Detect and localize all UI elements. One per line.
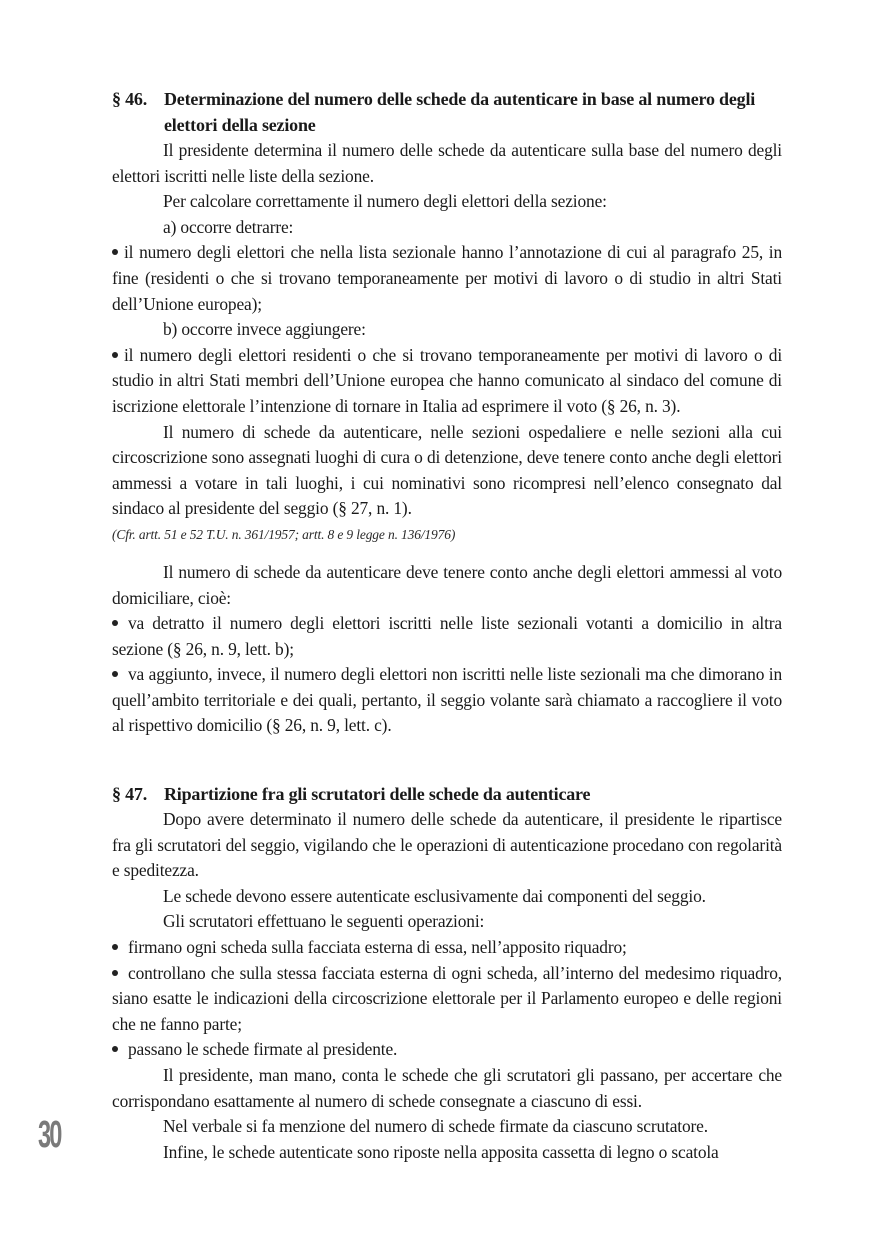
list-item-text: il numero degli elettori residenti o che si trovano temporaneamente per motivi di lavoro o di studio in altri Stati membri dell’Unione europea che hanno comunicato al sindaco del comune di iscrizione elettorale l’intenzione di tornare in Italia ad esprimere il voto (§ 26, n. 3). bbox=[112, 344, 782, 416]
list-item-text: firmano ogni scheda sulla facciata esterna di essa, nell’apposito riquadro; bbox=[128, 937, 627, 958]
list-label: b) occorre invece aggiungere: bbox=[163, 319, 366, 340]
paragraph: Le schede devono essere autenticate esclusivamente dai componenti del seggio. bbox=[163, 885, 706, 906]
paragraph: Dopo avere determinato il numero delle schede da autenticare, il presidente le ripartisce fra gli scrutatori del seggio, vigilando che le operazioni di autenticazione procedano con regolarità e speditezza. bbox=[112, 809, 782, 881]
paragraph: Infine, le schede autenticate sono riposte nella apposita cassetta di legno o scatola bbox=[163, 1141, 719, 1162]
section-title: Ripartizione fra gli scrutatori delle schede da autenticare bbox=[164, 784, 591, 805]
paragraph: Il presidente determina il numero delle schede da autenticare sulla base del numero degli elettori iscritti nelle liste della sezione. bbox=[112, 140, 782, 186]
section-46 bbox=[112, 86, 782, 739]
paragraph: Gli scrutatori effettuano le seguenti operazioni: bbox=[163, 911, 485, 932]
list-item bbox=[112, 935, 782, 961]
list-item bbox=[112, 662, 782, 739]
section-heading bbox=[112, 781, 782, 807]
section-heading bbox=[112, 86, 782, 138]
section-title: Determinazione del numero delle schede da autenticare in base al numero degli elettori della sezione bbox=[164, 89, 756, 135]
paragraph: Il numero di schede da autenticare deve tenere conto anche degli elettori ammessi al voto domiciliare, cioè: bbox=[112, 561, 782, 608]
list-item bbox=[112, 611, 782, 662]
list-item bbox=[112, 240, 782, 317]
list-item-text: va detratto il numero degli elettori iscritti nelle liste sezionali votanti a domicilio in altra sezione (§ 26, n. 9, lett. b); bbox=[112, 613, 782, 659]
bullet-icon bbox=[112, 944, 118, 950]
page-number: 30 bbox=[38, 1114, 61, 1156]
section-47 bbox=[112, 781, 782, 1165]
bullet-icon bbox=[112, 970, 118, 976]
list-item-text: controllano che sulla stessa facciata esterna di ogni scheda, all’interno del medesimo riquadro, siano esatte le indicazioni della circoscrizione elettorale per il Parlamento europeo e delle regioni che ne fanno parte; bbox=[112, 962, 782, 1034]
paragraph: Nel verbale si fa menzione del numero di schede firmate da ciascuno scrutatore. bbox=[163, 1116, 708, 1137]
list-item-text: va aggiunto, invece, il numero degli elettori non iscritti nelle liste sezionali ma che dimorano in quell’ambito territoriale e dei quali, pertanto, il seggio volante sarà chiamato a raccogliere il voto al rispettivo domicilio (§ 26, n. 9, lett. c). bbox=[112, 664, 782, 736]
bullet-icon bbox=[112, 249, 118, 255]
list-item bbox=[112, 343, 782, 420]
list-item bbox=[112, 1037, 782, 1063]
section-number: § 47. bbox=[112, 784, 148, 805]
list-item-text: passano le schede firmate al presidente. bbox=[128, 1039, 398, 1060]
paragraph: Per calcolare correttamente il numero degli elettori della sezione: bbox=[163, 191, 607, 212]
document-page bbox=[112, 86, 782, 1165]
legal-citation: (Cfr. artt. 51 e 52 T.U. n. 361/1957; artt. 8 e 9 legge n. 136/1976) bbox=[112, 526, 456, 542]
bullet-icon bbox=[112, 352, 118, 358]
bullet-icon bbox=[112, 620, 118, 626]
list-item-text: il numero degli elettori che nella lista sezionale hanno l’annotazione di cui al paragrafo 25, in fine (residenti o che si trovano temporaneamente per motivi di lavoro o di studio in altri Stati dell’Unione europea); bbox=[112, 242, 782, 314]
bullet-icon bbox=[112, 1046, 118, 1052]
paragraph: Il numero di schede da autenticare, nelle sezioni ospedaliere e nelle sezioni alla cui circoscrizione sono assegnati luoghi di cura o di detenzione, deve tenere conto anche degli elettori ammessi a votare in tali luoghi, i cui nominativi sono ricompresi nell’elenco consegnato dal sindaco al presidente del seggio (§ 27, n. 1). bbox=[112, 421, 782, 519]
bullet-icon bbox=[112, 671, 118, 677]
spacer bbox=[112, 548, 782, 560]
section-number: § 46. bbox=[112, 89, 148, 109]
section-spacer bbox=[112, 739, 782, 781]
paragraph: Il presidente, man mano, conta le schede che gli scrutatori gli passano, per accertare che corrispondano esattamente al numero di schede consegnate a ciascuno di essi. bbox=[112, 1065, 782, 1111]
list-label: a) occorre detrarre: bbox=[163, 216, 294, 237]
list-item bbox=[112, 961, 782, 1038]
